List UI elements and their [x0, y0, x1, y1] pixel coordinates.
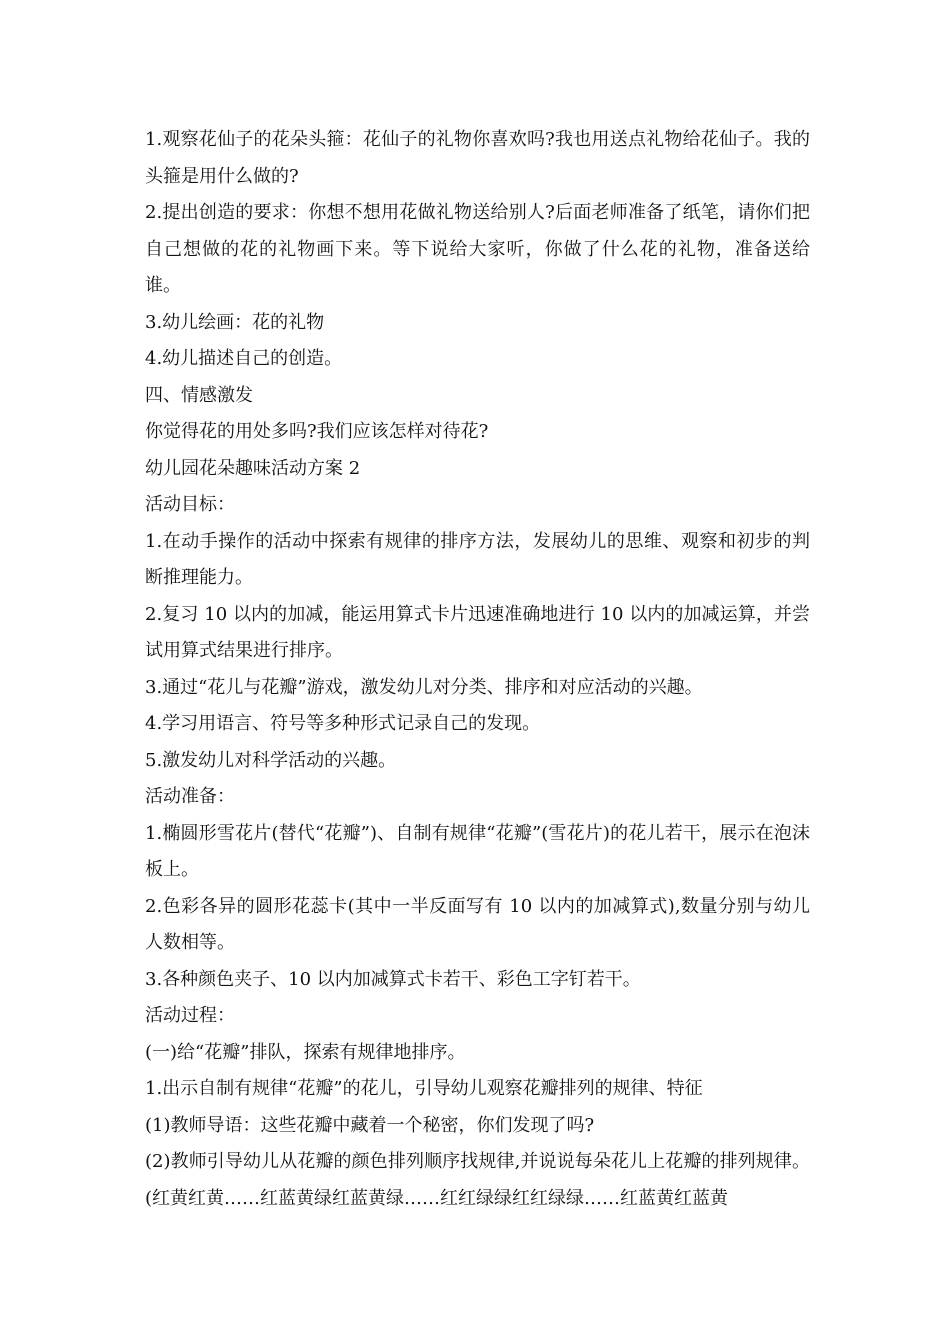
paragraph: 3.通过“花儿与花瓣”游戏，激发幼儿对分类、排序和对应活动的兴趣。: [145, 676, 703, 698]
section-heading: 四、情感激发: [145, 384, 253, 406]
paragraph: 你觉得花的用处多吗?我们应该怎样对待花?: [145, 421, 489, 442]
paragraph: (1)教师导语：这些花瓣中藏着一个秘密，你们发现了吗?: [145, 1114, 595, 1136]
paragraph: (一)给“花瓣”排队，探索有规律地排序。: [145, 1041, 466, 1063]
section-heading: 活动过程：: [145, 1005, 235, 1026]
paragraph: 1.出示自制有规律“花瓣”的花儿，引导幼儿观察花瓣排列的规律、特征: [145, 1078, 703, 1099]
paragraph: 4.学习用语言、符号等多种形式记录自己的发现。: [145, 713, 541, 734]
paragraph: 1.在动手操作的活动中探索有规律的排序方法，发展幼儿的思维、观察和初步的判断推理能力。: [145, 530, 810, 588]
paragraph: 3.各种颜色夹子、10 以内加减算式卡若干、彩色工字钉若干。: [145, 968, 641, 990]
paragraph: 2.复习 10 以内的加减，能运用算式卡片迅速准确地进行 10 以内的加减运算，并尝试用算式结果进行排序。: [145, 603, 810, 661]
paragraph: 2.提出创造的要求：你想不想用花做礼物送给别人?后面老师准备了纸笔，请你们把自己想做的花的礼物画下来。等下说给大家听，你做了什么花的礼物，准备送给谁。: [145, 202, 810, 296]
document-page: [145, 122, 810, 1217]
paragraph: 3.幼儿绘画：花的礼物: [145, 311, 325, 333]
section-heading: 活动目标：: [145, 494, 235, 515]
paragraph: 2.色彩各异的圆形花蕊卡(其中一半反面写有 10 以内的加减算式),数量分别与幼儿人数相等。: [145, 895, 810, 953]
paragraph: 1.观察花仙子的花朵头箍：花仙子的礼物你喜欢吗?我也用送点礼物给花仙子。我的头箍是用什么做的?: [145, 129, 810, 187]
paragraph: 5.激发幼儿对科学活动的兴趣。: [145, 749, 397, 771]
section-heading: 活动准备：: [145, 786, 235, 807]
paragraph: 1.椭圆形雪花片(替代“花瓣”)、自制有规律“花瓣”(雪花片)的花儿若干，展示在泡沫板上。: [145, 822, 810, 880]
paragraph: (2)教师引导幼儿从花瓣的颜色排列顺序找规律,并说说每朵花儿上花瓣的排列规律。(红黄红黄……红蓝黄绿红蓝黄绿……红红绿绿红红绿绿……红蓝黄红蓝黄: [145, 1151, 810, 1209]
document-title: 幼儿园花朵趣味活动方案 2: [145, 457, 361, 479]
paragraph: 4.幼儿描述自己的创造。: [145, 348, 343, 369]
